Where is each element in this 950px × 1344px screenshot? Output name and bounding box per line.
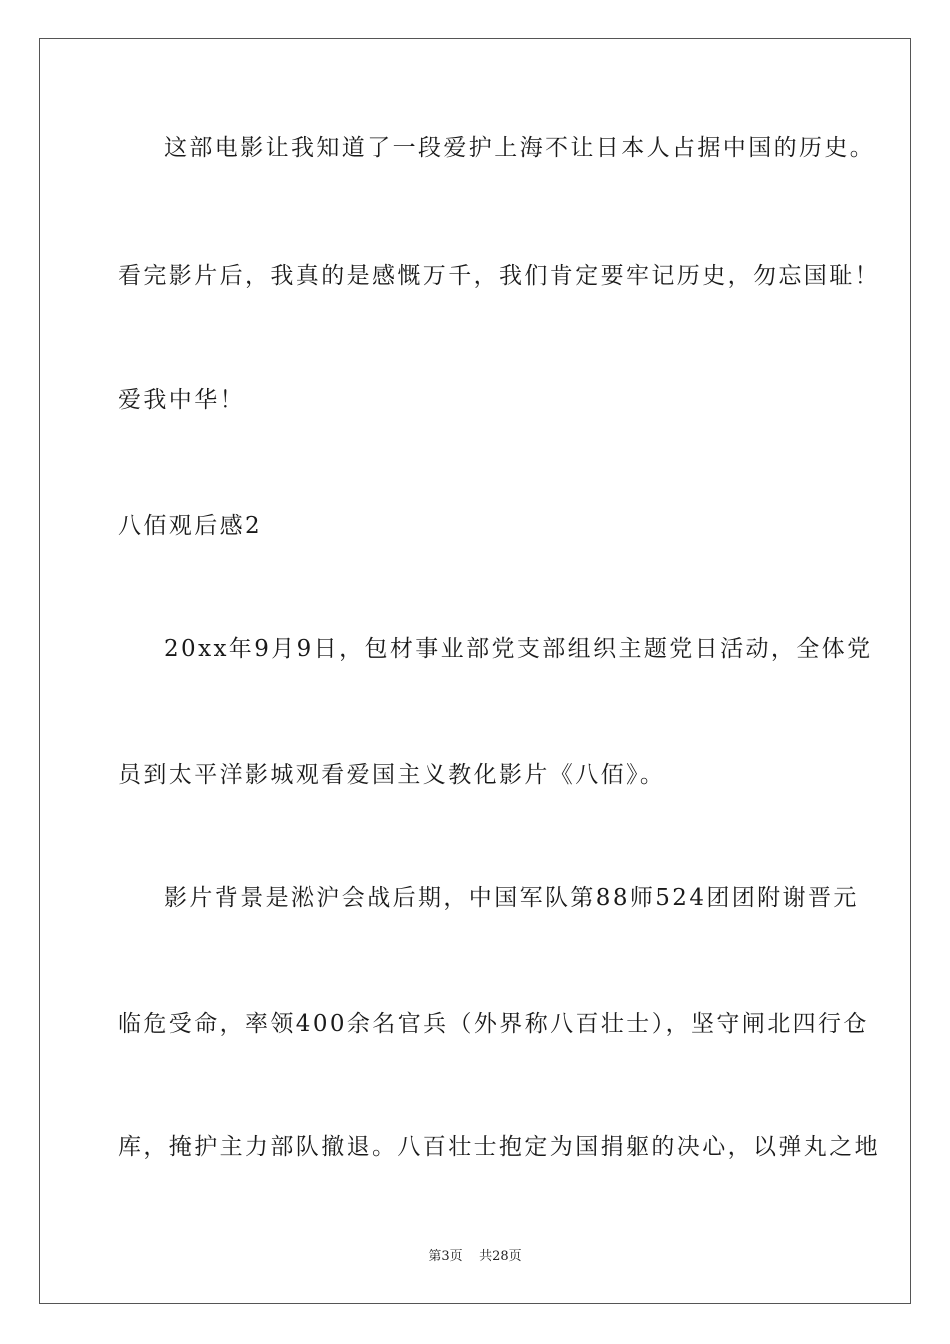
section-heading: 八佰观后感2 <box>118 513 263 539</box>
paragraph-line: 影片背景是淞沪会战后期，中国军队第88师524团团附谢晋元 <box>164 885 859 911</box>
page-number: 第3页 <box>428 1249 463 1264</box>
paragraph-line: 看完影片后，我真的是感慨万千，我们肯定要牢记历史，勿忘国耻！ <box>118 263 880 289</box>
paragraph-line: 这部电影让我知道了一段爱护上海不让日本人占据中国的历史。 <box>164 135 876 161</box>
paragraph-line: 员到太平洋影城观看爱国主义教化影片《八佰》。 <box>118 762 666 788</box>
paragraph-line: 库，掩护主力部队撤退。八百壮士抱定为国捐躯的决心，以弹丸之地 <box>118 1134 880 1160</box>
paragraph-line: 爱我中华！ <box>118 387 245 413</box>
paragraph-line: 20xx年9月9日，包材事业部党支部组织主题党日活动，全体党 <box>164 636 873 662</box>
page-border <box>39 38 911 1304</box>
page-footer <box>0 1248 950 1266</box>
paragraph-line: 临危受命，率领400余名官兵（外界称八百壮士），坚守闸北四行仓 <box>118 1011 869 1037</box>
page-total: 共28页 <box>479 1249 522 1264</box>
